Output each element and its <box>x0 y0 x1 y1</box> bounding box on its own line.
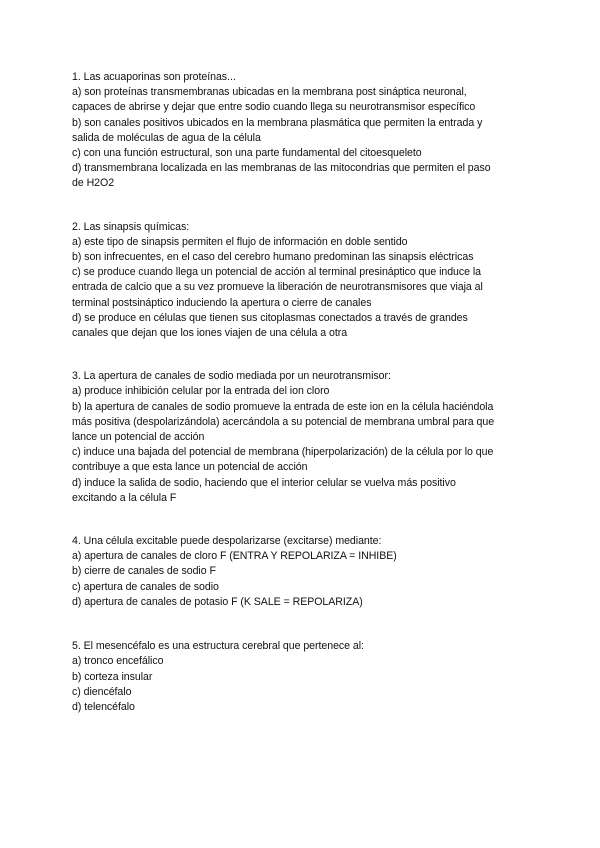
question-1-option-c: c) con una función estructural, son una parte fundamental del citoesqueleto <box>72 147 422 160</box>
question-2-option-c-cont: entrada de calcio que a su vez promueve la liberación de neurotransmisores que viaja al <box>72 281 483 294</box>
question-3-option-a: a) produce inhibición celular por la entrada del ion cloro <box>72 385 330 398</box>
question-3-option-b-cont-2: lance un potencial de acción <box>72 431 205 444</box>
question-2-option-b: b) son infrecuentes, en el caso del cerebro humano predominan las sinapsis eléctricas <box>72 251 474 264</box>
question-5-option-b: b) corteza insular <box>72 670 153 683</box>
question-4-option-d: d) apertura de canales de potasio F (K SALE = REPOLARIZA) <box>72 595 363 608</box>
question-4-option-b: b) cierre de canales de sodio F <box>72 565 216 578</box>
question-3-prompt: 3. La apertura de canales de sodio mediada por un neurotransmisor: <box>72 370 391 383</box>
question-3-option-b-cont: más positiva (despolarizándola) acercándola a su potencial de membrana umbral para que <box>72 415 495 428</box>
question-5-option-c: c) diencéfalo <box>72 685 132 698</box>
question-2-option-c: c) se produce cuando llega un potencial de acción al terminal presináptico que induce la <box>72 266 482 279</box>
question-3-option-c: c) induce una bajada del potencial de membrana (hiperpolarización) de la célula por lo que <box>72 446 494 459</box>
question-3 <box>72 369 534 506</box>
document-page <box>72 70 534 715</box>
question-5-option-a: a) tronco encefálico <box>72 655 164 668</box>
question-4-option-a: a) apertura de canales de cloro F (ENTRA Y REPOLARIZA = INHIBE) <box>72 550 397 563</box>
question-1-option-d: d) transmembrana localizada en las membranas de las mitocondrias que permiten el paso <box>72 162 491 175</box>
question-4 <box>72 534 534 610</box>
question-5-option-d: d) telencéfalo <box>72 700 135 713</box>
question-2-prompt: 2. Las sinapsis químicas: <box>72 220 190 233</box>
question-2 <box>72 220 534 342</box>
question-1-prompt: 1. Las acuaporinas son proteínas... <box>72 71 236 83</box>
question-5-prompt: 5. El mesencéfalo es una estructura cerebral que pertenece al: <box>72 640 364 653</box>
question-2-option-c-cont-2: terminal postsináptico induciendo la apertura o cierre de canales <box>72 296 372 309</box>
question-1 <box>72 70 534 192</box>
question-1-option-d-cont: de H2O2 <box>72 177 115 190</box>
question-3-option-c-cont: contribuye a que esta lance un potencial de acción <box>72 461 308 474</box>
question-4-option-c: c) apertura de canales de sodio <box>72 580 219 593</box>
question-1-option-a: a) son proteínas transmembranas ubicadas en la membrana post sináptica neuronal, <box>72 86 467 99</box>
question-2-option-d: d) se produce en células que tienen sus citoplasmas conectados a través de grandes <box>72 311 468 324</box>
question-3-option-d: d) induce la salida de sodio, haciendo que el interior celular se vuelva más positivo <box>72 476 456 489</box>
question-3-option-d-cont: excitando a la célula F <box>72 491 177 504</box>
question-5 <box>72 639 534 715</box>
question-2-option-d-cont: canales que dejan que los iones viajen de una célula a otra <box>72 327 348 340</box>
question-4-prompt: 4. Una célula excitable puede despolarizarse (excitarse) mediante: <box>72 535 382 548</box>
question-1-option-b-cont: salida de moléculas de agua de la célula <box>72 131 261 144</box>
question-3-option-b: b) la apertura de canales de sodio promueve la entrada de este ion en la célula haciéndola <box>72 400 494 413</box>
question-1-option-b: b) son canales positivos ubicados en la membrana plasmática que permiten la entrada y <box>72 116 483 129</box>
question-2-option-a: a) este tipo de sinapsis permiten el flujo de información en doble sentido <box>72 235 408 248</box>
question-1-option-a-cont: capaces de abrirse y dejar que entre sodio cuando llega su neurotransmisor específico <box>72 101 476 114</box>
